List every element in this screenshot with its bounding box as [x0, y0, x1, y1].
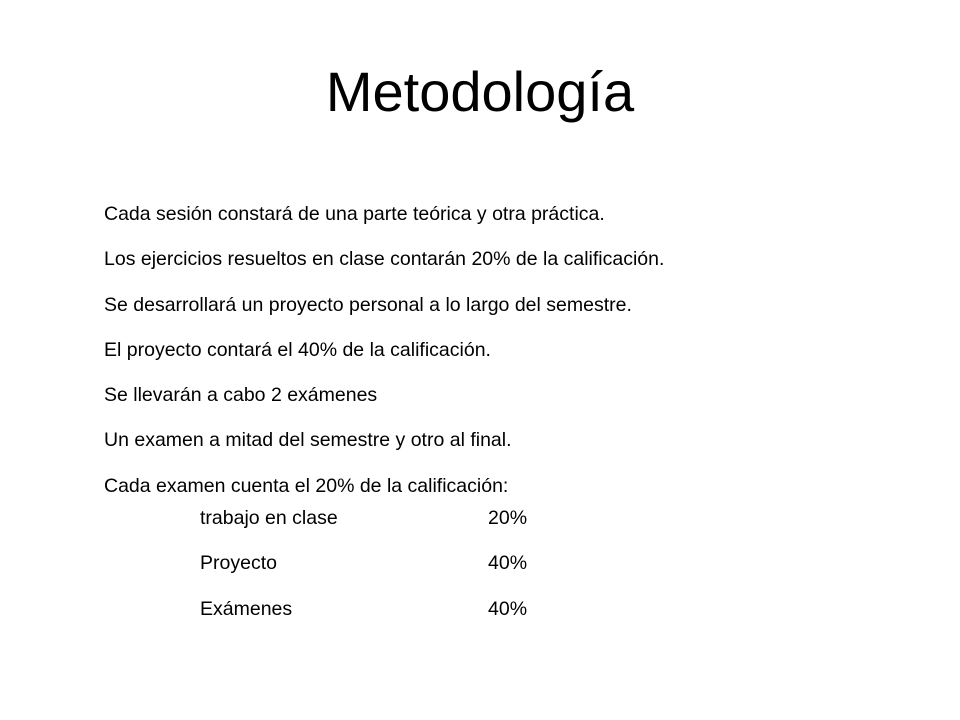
methodology-line: Se desarrollará un proyecto personal a lo largo del semestre.	[104, 293, 632, 316]
breakdown-label: Proyecto	[200, 552, 277, 575]
slide-title: Metodología	[325, 60, 635, 123]
methodology-line: Se llevarán a cabo 2 exámenes	[104, 384, 378, 407]
methodology-line: Un examen a mitad del semestre y otro al final.	[104, 429, 512, 452]
breakdown-row	[200, 593, 527, 638]
methodology-list	[104, 198, 664, 515]
breakdown-percent: 20%	[488, 507, 528, 529]
breakdown-label: Exámenes	[200, 597, 293, 620]
breakdown-row	[200, 547, 527, 592]
breakdown-label: trabajo en clase	[200, 507, 338, 529]
methodology-line: Los ejercicios resueltos en clase contarán 20% de la calificación.	[104, 248, 665, 271]
grade-breakdown	[200, 502, 527, 638]
methodology-line: Cada sesión constará de una parte teórica y otra práctica.	[104, 203, 605, 225]
breakdown-percent: 40%	[488, 552, 528, 575]
methodology-line: Cada examen cuenta el 20% de la calificación:	[104, 474, 509, 497]
breakdown-row	[200, 502, 527, 547]
breakdown-percent: 40%	[488, 597, 528, 620]
methodology-line: El proyecto contará el 40% de la calificación.	[104, 338, 491, 361]
